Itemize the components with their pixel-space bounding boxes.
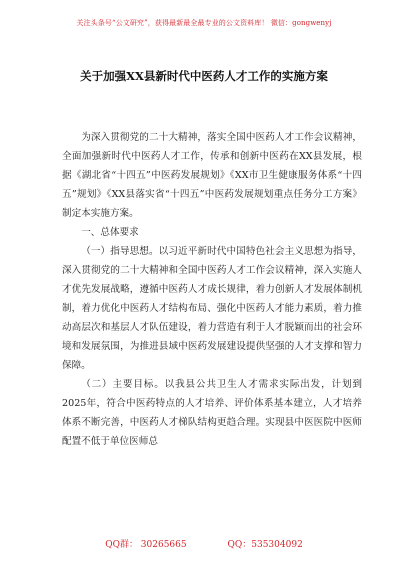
section-heading: 一、总体要求 bbox=[81, 227, 139, 238]
qq-number: QQ：535304092 bbox=[227, 540, 303, 550]
guiding-thought-paragraph: （一）指导思想。以习近平新时代中国特色社会主义思想为指导，深入贯彻党的二十大精神和全国中医药人才工作会议精神，深入实施人才优先发展战略，遵循中医药人才成长规律，着力创新人才发展体制机制，着力优化中医药人才结构布局、强化中医药人才能力素质，着力推动高层次和基层人才队伍建设，着力营造有利于人才脱颖而出的社会环境和发展氛围，为推进县域中医药发展建设提供坚强的人才支撑和智力保障。 bbox=[62, 246, 362, 371]
document-body bbox=[62, 128, 362, 451]
header-note: 关注头条号“公文研究”，获得最新最全最专业的公文资料库！ 微信：gongwenyj bbox=[76, 19, 332, 27]
document-title: 关于加强XX县新时代中医药人才工作的实施方案 bbox=[80, 69, 328, 83]
intro-paragraph: 为深入贯彻党的二十大精神，落实全国中医药人才工作会议精神，全面加强新时代中医药人才工作，传承和创新中医药在XX县发展，根据《湖北省“十四五”中医药发展规划》《XX市卫生健康服务体系“十四五”规划》《XX县落实省“十四五”中医药发展规划重点任务分工方案》制定本实施方案。 bbox=[62, 132, 362, 219]
main-goals-paragraph: （二）主要目标。以我县公共卫生人才需求实际出发，计划到2025年，符合中医药特点的人才培养、评价体系基本建立，人才培养体系不断完善，中医药人才梯队结构更趋合理。实现县中医医院中医师配置不低于单位医师总 bbox=[62, 379, 362, 447]
footer-contact bbox=[0, 537, 408, 550]
qq-group-number: QQ群： 30265665 bbox=[105, 540, 187, 550]
